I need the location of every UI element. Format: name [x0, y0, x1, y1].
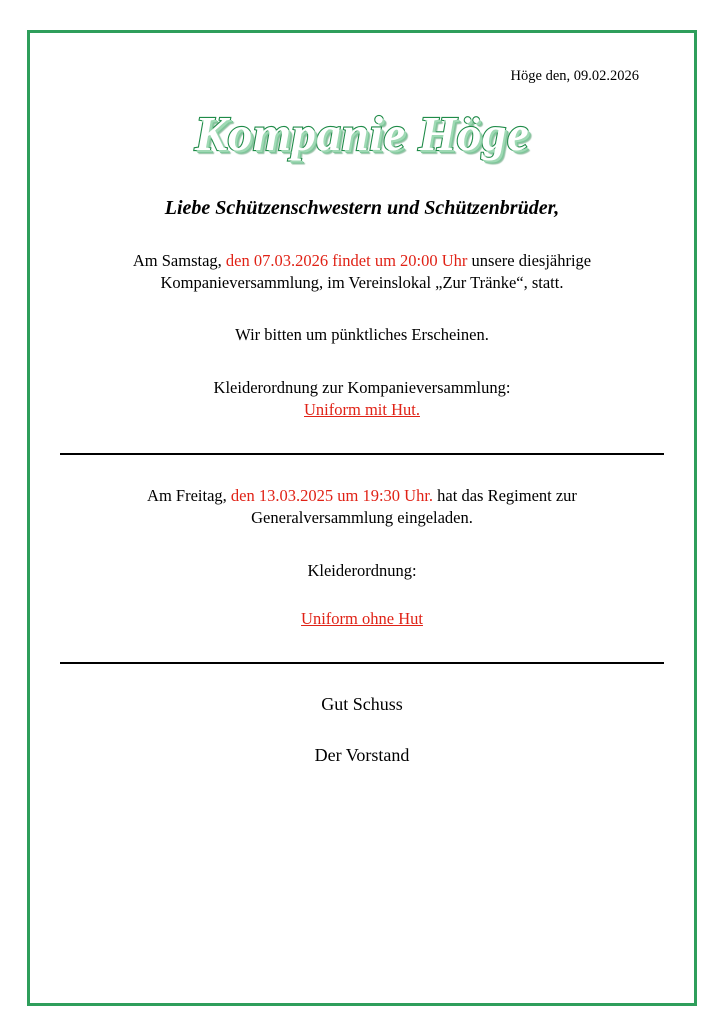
page-title: Kompanie Höge [194, 106, 530, 161]
salutation: Liebe Schützenschwestern und Schützenbrüder, [164, 196, 560, 219]
date-line: Höge den, 09.02.2026 [510, 68, 639, 84]
section2-line1-pre: Am Freitag, [147, 486, 231, 506]
section2-dresscode-value-wrap [60, 608, 664, 630]
divider-1 [60, 453, 664, 455]
section1-line2: Kompanieversammlung, im Vereinslokal „Zur Tränke“, statt. [160, 273, 564, 293]
section1-dresscode [60, 377, 664, 422]
closing-line-1: Gut Schuss [321, 694, 403, 715]
section1-punctuality-note: Wir bitten um pünktliches Erscheinen. [235, 325, 489, 345]
section2-dresscode-value: Uniform ohne Hut [301, 609, 423, 629]
section1-line1-highlight: den 07.03.2026 findet um 20:00 Uhr [225, 250, 468, 270]
closing-line-2: Der Vorstand [314, 745, 410, 766]
section2-dresscode-label: Kleiderordnung: [307, 560, 417, 580]
section2-paragraph [60, 485, 664, 530]
title-container [60, 107, 664, 161]
section2-line2: Generalversammlung eingeladen. [251, 508, 473, 528]
section1-paragraph [60, 250, 664, 295]
section1-dresscode-value: Uniform mit Hut. [304, 399, 420, 419]
section1-line1-pre: Am Samstag, [132, 250, 226, 270]
document-content [60, 48, 664, 984]
section2-line1-post: hat das Regiment zur [433, 486, 577, 506]
section2-line1-highlight: den 13.03.2025 um 19:30 Uhr. [230, 486, 434, 506]
section1-dresscode-label: Kleiderordnung zur Kompanieversammlung: [213, 377, 511, 397]
section1-line1-post: unsere diesjährige [467, 250, 592, 270]
divider-2 [60, 662, 664, 664]
